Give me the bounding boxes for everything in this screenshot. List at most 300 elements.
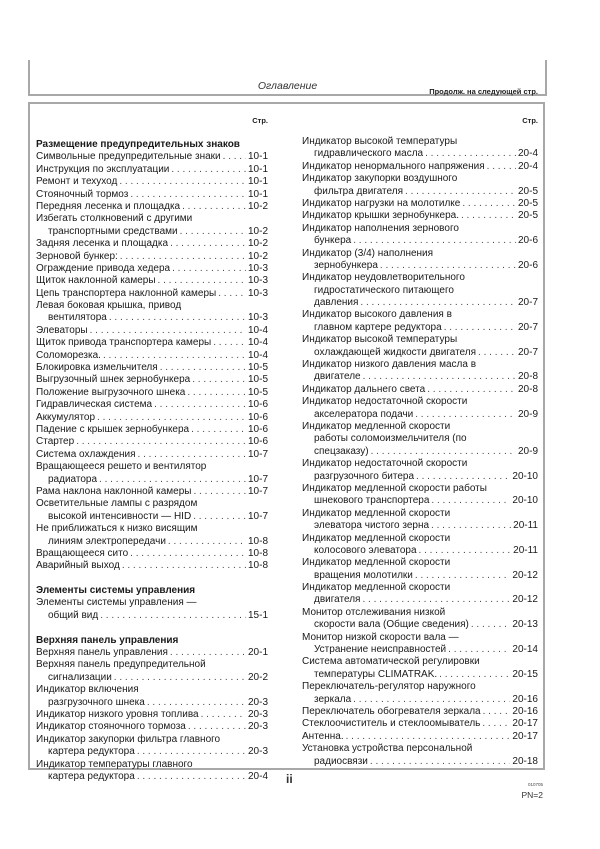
toc-entry[interactable] xyxy=(36,189,268,201)
toc-entry-title: Ремонт и техуход xyxy=(36,176,118,188)
toc-entry-title: высокой интенсивности — HID xyxy=(48,510,192,522)
toc-entry[interactable] xyxy=(302,309,538,334)
toc-entry-page: 20-3 xyxy=(247,708,268,720)
toc-entry-title: гидростатического питающего xyxy=(314,284,454,296)
toc-entry[interactable] xyxy=(36,251,268,263)
toc-entry-title: главном картере редуктора xyxy=(314,321,442,333)
page-title: Оглавление xyxy=(257,80,318,92)
toc-entry-title: гидравлического масла xyxy=(314,148,424,160)
leader-dots xyxy=(211,337,246,349)
toc-entry[interactable] xyxy=(36,213,268,238)
toc-entry-title: Стояночный тормоз xyxy=(36,188,129,200)
toc-entry[interactable] xyxy=(36,374,268,386)
leader-dots xyxy=(216,288,246,300)
toc-entry-title: скорости вала (Общие сведения) xyxy=(314,619,469,631)
toc-entry-line xyxy=(302,471,538,483)
toc-entry-line xyxy=(302,198,538,210)
leader-dots xyxy=(112,672,246,684)
toc-entry-line xyxy=(302,421,538,433)
leader-dots xyxy=(97,474,246,486)
toc-entry-line xyxy=(36,251,268,263)
toc-entry[interactable] xyxy=(302,334,538,359)
toc-entry[interactable] xyxy=(36,350,268,362)
toc-entry-page: 20-3 xyxy=(247,696,268,708)
toc-entry[interactable] xyxy=(36,597,268,622)
toc-entry-page: 20-1 xyxy=(247,647,268,659)
toc-entry[interactable] xyxy=(36,560,268,572)
toc-entry-title: Индикатор дальнего света xyxy=(302,383,426,395)
toc-entry-title: Зерновой бункер: xyxy=(36,250,118,262)
section-gap xyxy=(36,622,268,634)
toc-entry[interactable] xyxy=(302,681,538,706)
toc-entry[interactable] xyxy=(302,533,538,558)
toc-entry-line xyxy=(302,669,538,681)
toc-entry-title: Символьные предупредительные знаки xyxy=(36,151,221,163)
toc-entry-title: Элеваторы xyxy=(36,324,88,336)
toc-entry-title: Индикатор крышки зернобункера. xyxy=(302,210,459,222)
toc-entry-line xyxy=(36,164,268,176)
toc-entry-title: Индикатор высокой температуры xyxy=(302,334,458,346)
toc-entry[interactable] xyxy=(36,548,268,560)
toc-entry[interactable] xyxy=(302,718,538,730)
toc-entry-line xyxy=(302,706,538,718)
toc-entry[interactable] xyxy=(36,647,268,659)
toc-entry-title: Индикатор низкого давления масла в xyxy=(302,359,477,371)
toc-entry[interactable] xyxy=(36,387,268,399)
toc-entry-title: фильтра двигателя xyxy=(314,185,404,197)
section-gap xyxy=(36,573,268,585)
toc-entry-page: 20-11 xyxy=(513,544,538,556)
toc-entry-title: Индикатор неудовлетворительного xyxy=(302,272,465,284)
toc-entry-title: работы соломоизмельчителя (по xyxy=(314,433,467,445)
toc-entry[interactable] xyxy=(36,201,268,213)
leader-dots xyxy=(423,148,516,160)
toc-entry-page: 20-12 xyxy=(512,594,538,606)
continued-note: Продолж. на следующей стр. xyxy=(429,87,538,96)
toc-entry-page: 10-7 xyxy=(247,510,268,522)
toc-entry-title: Индикатор (3/4) наполнения xyxy=(302,247,434,259)
leader-dots xyxy=(413,570,511,582)
toc-entry-title: Верхняя панель предупредительной xyxy=(36,659,206,671)
toc-entry-line xyxy=(36,176,268,188)
toc-entry-title: Индикатор нагрузки на молотилке xyxy=(302,197,461,209)
toc-entry-page: 20-12 xyxy=(512,569,538,581)
toc-entry-title: Индикатор наполнения зернового xyxy=(302,222,459,234)
toc-entry-title: Выгрузочный шнек зернобункера xyxy=(36,374,191,386)
toc-entry-page: 20-9 xyxy=(517,445,538,457)
toc-entry-title: Устранение неисправностей xyxy=(314,644,447,656)
toc-entry[interactable] xyxy=(36,759,268,784)
toc-entry[interactable] xyxy=(36,151,268,163)
toc-entry-title: Задняя лесенка и площадка xyxy=(36,238,169,250)
leader-dots xyxy=(169,164,246,176)
toc-entry[interactable] xyxy=(302,632,538,657)
toc-entry-page: 10-3 xyxy=(247,275,268,287)
toc-entry-page: 10-3 xyxy=(247,262,268,274)
toc-entry-title: зеркала xyxy=(314,693,352,705)
toc-entry-page: 20-8 xyxy=(517,383,538,395)
document-code: 010705 xyxy=(527,782,543,787)
toc-entry-line xyxy=(302,483,538,495)
leader-dots xyxy=(156,275,246,287)
toc-entry-title: Падение с крышек зернобункера xyxy=(36,423,190,435)
toc-entry-line xyxy=(302,285,538,297)
toc-entry-title: Аккумулятор xyxy=(36,411,96,423)
toc-entry-title: Переключатель-регулятор наружного xyxy=(302,681,476,693)
toc-entry-line xyxy=(36,449,268,461)
leader-dots xyxy=(95,412,246,424)
toc-entry-line xyxy=(302,210,538,222)
toc-entry[interactable] xyxy=(36,721,268,733)
toc-entry-line xyxy=(36,288,268,300)
toc-entry-page: 20-14 xyxy=(512,644,538,656)
toc-entry-line xyxy=(302,223,538,235)
toc-entry[interactable] xyxy=(36,461,268,486)
toc-entry[interactable] xyxy=(36,288,268,300)
toc-entry-title: Вращающееся решето и вентилятор xyxy=(36,461,207,473)
toc-entry-page: 10-2 xyxy=(247,250,268,262)
toc-entry-title: картера редуктора xyxy=(48,770,135,782)
toc-entry-line xyxy=(36,697,268,709)
toc-entry-title: вентилятора xyxy=(48,312,107,324)
leader-dots xyxy=(476,347,516,359)
toc-entry-line xyxy=(302,594,538,606)
toc-entry-line xyxy=(36,771,268,783)
toc-entry-title: Индикатор медленной скорости xyxy=(302,420,451,432)
toc-entry-page: 20-13 xyxy=(512,619,538,631)
toc-entry[interactable] xyxy=(36,176,268,188)
toc-entry-title: радиосвязи xyxy=(314,755,368,767)
toc-entry-page: 10-3 xyxy=(247,312,268,324)
toc-entry-page: 10-5 xyxy=(247,374,268,386)
toc-entry-title: шнекового транспортера xyxy=(314,495,430,507)
pn-label: PN=2 xyxy=(521,790,543,800)
toc-entry-page: 10-8 xyxy=(247,560,268,572)
toc-entry-title: Рама наклона наклонной камеры xyxy=(36,485,192,497)
toc-entry-page: 10-1 xyxy=(247,151,268,163)
leader-dots xyxy=(190,374,246,386)
leader-dots xyxy=(120,560,246,572)
toc-entry[interactable] xyxy=(302,557,538,582)
toc-entry[interactable] xyxy=(302,161,538,173)
toc-entry-line xyxy=(36,684,268,696)
toc-entry[interactable] xyxy=(36,523,268,548)
toc-entry-page: 10-8 xyxy=(247,547,268,559)
toc-entry-line xyxy=(302,334,538,346)
leader-dots xyxy=(221,151,246,163)
toc-entry-page: 10-3 xyxy=(247,287,268,299)
toc-entry-page: 20-7 xyxy=(517,297,538,309)
toc-entry-title: радиатора xyxy=(48,473,98,485)
leader-dots xyxy=(189,424,246,436)
toc-entries-left xyxy=(36,139,268,783)
toc-entry-title: общий вид xyxy=(48,609,99,621)
toc-entry-page: 20-5 xyxy=(517,185,538,197)
toc-entry-line xyxy=(36,263,268,275)
toc-entry-page: 10-2 xyxy=(247,200,268,212)
leader-dots xyxy=(168,238,246,250)
toc-entry-line xyxy=(36,560,268,572)
toc-entry-line xyxy=(302,260,538,272)
toc-entry[interactable] xyxy=(36,275,268,287)
leader-dots xyxy=(98,610,246,622)
toc-entry-page: 10-6 xyxy=(247,423,268,435)
leader-dots xyxy=(360,594,510,606)
page-column-label: Стр. xyxy=(522,116,538,125)
toc-entry-page: 20-16 xyxy=(512,693,538,705)
leader-dots xyxy=(152,399,246,411)
toc-entry-page: 20-10 xyxy=(512,495,538,507)
toc-entry[interactable] xyxy=(302,223,538,248)
toc-entry-page: 10-1 xyxy=(247,188,268,200)
toc-entry-title: линиям электропередачи xyxy=(48,535,166,547)
leader-dots xyxy=(166,536,246,548)
toc-entry-page: 20-6 xyxy=(517,259,538,271)
leader-dots xyxy=(437,669,510,681)
toc-entry-title: Стеклоочиститель и стеклоомыватель xyxy=(302,718,481,730)
toc-entry-title: Индикатор закупорки воздушного xyxy=(302,173,458,185)
toc-entry-line xyxy=(36,201,268,213)
toc-entry-line xyxy=(302,495,538,507)
toc-entry-line xyxy=(302,656,538,668)
toc-entry-line xyxy=(302,359,538,371)
toc-entry-page: 20-4 xyxy=(247,770,268,782)
leader-dots xyxy=(199,709,246,721)
toc-entry[interactable] xyxy=(36,498,268,523)
toc-entry-title: Индикатор медленной скорости работы xyxy=(302,482,487,494)
toc-entry-page: 20-3 xyxy=(247,721,268,733)
toc-entry-title: Верхняя панель управления xyxy=(36,647,168,659)
toc-entry-line xyxy=(302,681,538,693)
leader-dots xyxy=(180,201,246,213)
toc-entry-page: 10-4 xyxy=(247,324,268,336)
toc-entry-title: Индикатор недостаточной скорости xyxy=(302,396,468,408)
toc-entry-line xyxy=(36,275,268,287)
toc-entry[interactable] xyxy=(36,709,268,721)
toc-entry-title: Индикатор медленной скорости xyxy=(302,557,451,569)
toc-entry-title: охлаждающей жидкости двигателя xyxy=(314,346,477,358)
leader-dots xyxy=(178,226,246,238)
toc-entry[interactable] xyxy=(36,659,268,684)
leader-dots xyxy=(414,471,510,483)
toc-entry[interactable] xyxy=(302,421,538,458)
toc-entry[interactable] xyxy=(36,263,268,275)
toc-entry-title: Индикатор температуры главного xyxy=(36,758,193,770)
toc-entry[interactable] xyxy=(302,743,538,768)
toc-entry[interactable] xyxy=(36,362,268,374)
toc-entry-page: 10-7 xyxy=(247,485,268,497)
toc-entry[interactable] xyxy=(36,238,268,250)
toc-entry-title: транспортными средствами xyxy=(48,225,178,237)
toc-entry-page: 10-2 xyxy=(247,225,268,237)
toc-entry-title: разгрузочного шнека xyxy=(48,696,145,708)
toc-entry-line xyxy=(302,619,538,631)
toc-entry-line xyxy=(302,322,538,334)
toc-entry-line xyxy=(302,235,538,247)
toc-entry[interactable] xyxy=(36,734,268,759)
toc-entry-title: элеватора чистого зерна xyxy=(314,520,430,532)
toc-entry-line xyxy=(302,248,538,260)
toc-entry-page: 20-10 xyxy=(512,470,538,482)
toc-entry-page: 10-1 xyxy=(247,163,268,175)
leader-dots xyxy=(351,235,516,247)
toc-entry-line xyxy=(36,312,268,324)
leader-dots xyxy=(118,251,246,263)
toc-entry-title: Индикатор медленной скорости xyxy=(302,582,451,594)
leader-dots xyxy=(185,387,246,399)
toc-entry[interactable] xyxy=(302,508,538,533)
toc-entry-title: Индикатор включения xyxy=(36,684,139,696)
leader-dots xyxy=(485,161,516,173)
toc-entry[interactable] xyxy=(302,136,538,161)
toc-entry-title: Не приближаться к низко висящим xyxy=(36,523,198,535)
toc-entry-line xyxy=(36,486,268,498)
toc-entry-line xyxy=(36,759,268,771)
leader-dots xyxy=(158,362,246,374)
toc-entry[interactable] xyxy=(302,458,538,483)
toc-entry-line xyxy=(302,186,538,198)
toc-entry-line xyxy=(36,647,268,659)
toc-entry-title: колосового элеватора xyxy=(314,544,417,556)
toc-entry[interactable] xyxy=(36,300,268,325)
toc-entry[interactable] xyxy=(302,396,538,421)
toc-entry-line xyxy=(302,731,538,743)
toc-entry-line xyxy=(302,557,538,569)
toc-entry-title: Система охлаждения xyxy=(36,448,136,460)
leader-dots xyxy=(74,436,246,448)
leader-dots xyxy=(429,520,511,532)
toc-entry[interactable] xyxy=(36,325,268,337)
toc-entry[interactable] xyxy=(302,582,538,607)
toc-entry[interactable] xyxy=(36,486,268,498)
toc-entry[interactable] xyxy=(302,248,538,273)
leader-dots xyxy=(469,619,511,631)
toc-entry-line xyxy=(302,533,538,545)
leader-dots xyxy=(128,189,246,201)
toc-entry-title: Переключатель обогревателя зеркала xyxy=(302,705,481,717)
toc-entry-title: Индикатор высокого давления в xyxy=(302,309,452,321)
toc-entry-line xyxy=(36,424,268,436)
toc-entry-title: двигателя xyxy=(314,594,361,606)
toc-entry-line xyxy=(36,362,268,374)
toc-entry[interactable] xyxy=(302,731,538,743)
toc-entry-page: 10-7 xyxy=(247,473,268,485)
toc-entry-line xyxy=(36,226,268,238)
leader-dots xyxy=(191,486,246,498)
toc-entry-title: Инструкция по эксплуатации xyxy=(36,163,170,175)
toc-entry[interactable] xyxy=(302,607,538,632)
toc-entry[interactable] xyxy=(36,399,268,411)
toc-entry-page: 20-17 xyxy=(512,730,538,742)
toc-entry-page: 15-1 xyxy=(247,609,268,621)
toc-entry[interactable] xyxy=(302,359,538,384)
page-column-label: Стр. xyxy=(252,116,268,125)
toc-entry-page: 20-5 xyxy=(517,197,538,209)
toc-entry-title: давления xyxy=(314,297,359,309)
toc-entries-right xyxy=(302,136,538,768)
leader-dots xyxy=(145,697,246,709)
toc-entry[interactable] xyxy=(36,424,268,436)
toc-entry-title: картера редуктора xyxy=(48,746,135,758)
toc-entry-title: Монитор низкой скорости вала — xyxy=(302,631,459,643)
toc-entry-page: 10-5 xyxy=(247,386,268,398)
toc-entry-line xyxy=(36,498,268,510)
leader-dots xyxy=(88,325,246,337)
toc-entry-title: Система автоматической регулировки xyxy=(302,656,480,668)
toc-entry-line xyxy=(302,545,538,557)
toc-entry-page: 20-6 xyxy=(517,235,538,247)
leader-dots xyxy=(107,312,246,324)
toc-entry[interactable] xyxy=(36,164,268,176)
leader-dots xyxy=(480,718,510,730)
toc-entry-line xyxy=(36,721,268,733)
toc-entry-title: Стартер xyxy=(36,436,75,448)
leader-dots xyxy=(481,706,511,718)
toc-entry-title: Ограждение привода хедера xyxy=(36,262,171,274)
toc-entry-line xyxy=(302,644,538,656)
leader-dots xyxy=(361,371,516,383)
toc-entry[interactable] xyxy=(36,337,268,349)
toc-entry-title: спецзаказу) xyxy=(314,445,369,457)
toc-entry-line xyxy=(302,136,538,148)
toc-entry-line xyxy=(302,173,538,185)
toc-entry-title: акселератора подачи xyxy=(314,408,414,420)
toc-entry-line xyxy=(36,412,268,424)
toc-entry[interactable] xyxy=(302,483,538,508)
toc-entry-page: 10-6 xyxy=(247,399,268,411)
leader-dots xyxy=(117,176,246,188)
toc-entry[interactable] xyxy=(36,436,268,448)
toc-entry-title: двигателе xyxy=(314,371,361,383)
toc-entry-line xyxy=(36,709,268,721)
toc-entry-page: 20-17 xyxy=(512,718,538,730)
toc-entry-line xyxy=(302,508,538,520)
toc-entry-line xyxy=(36,399,268,411)
toc-entry[interactable] xyxy=(36,449,268,461)
toc-entry[interactable] xyxy=(302,656,538,681)
toc-entry[interactable] xyxy=(36,684,268,709)
toc-entry[interactable] xyxy=(302,198,538,210)
toc-entry-line xyxy=(302,607,538,619)
toc-entry-title: Блокировка измельчителя xyxy=(36,362,158,374)
toc-entry-title: бункера xyxy=(314,235,352,247)
toc-entry[interactable] xyxy=(302,706,538,718)
toc-entry-page: 20-3 xyxy=(247,746,268,758)
toc-entry[interactable] xyxy=(302,384,538,396)
toc-entry[interactable] xyxy=(302,210,538,222)
leader-dots xyxy=(101,350,246,362)
toc-entry-title: Гидравлическая система xyxy=(36,399,153,411)
toc-entry-page: 10-1 xyxy=(247,176,268,188)
toc-entry-title: Индикатор высокой температуры xyxy=(302,136,458,147)
toc-entry-page: 10-5 xyxy=(247,362,268,374)
toc-entry-line xyxy=(302,347,538,359)
toc-entry-title: Антенна. xyxy=(302,730,344,742)
toc-entry-line xyxy=(302,718,538,730)
toc-entry-title: Щиток наклонной камеры xyxy=(36,275,156,287)
leader-dots xyxy=(442,322,516,334)
leader-dots xyxy=(425,384,516,396)
leader-dots xyxy=(170,263,246,275)
toc-entry[interactable] xyxy=(302,272,538,309)
toc-entry-line xyxy=(36,300,268,312)
toc-entry[interactable] xyxy=(302,173,538,198)
toc-entry-line xyxy=(302,272,538,284)
toc-entry[interactable] xyxy=(36,412,268,424)
toc-entry-line xyxy=(36,511,268,523)
toc-entry-line xyxy=(302,297,538,309)
toc-entry-page: 10-7 xyxy=(247,448,268,460)
